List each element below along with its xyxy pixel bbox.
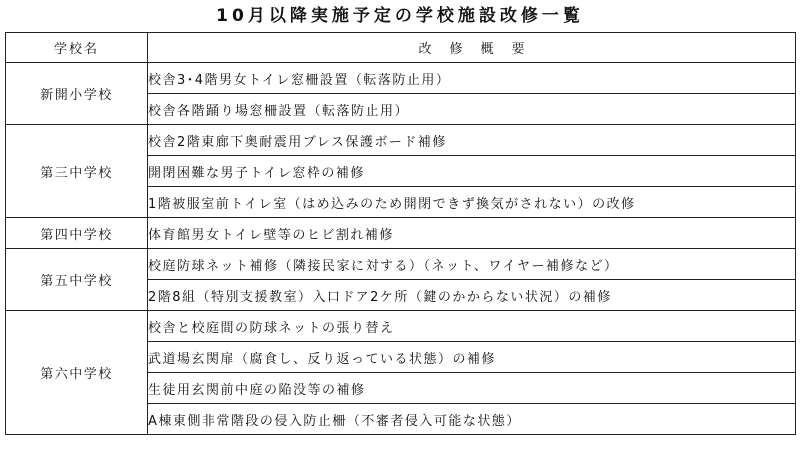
school-name-cell: 第三中学校	[6, 125, 148, 218]
table-row	[6, 218, 796, 249]
summary-cell: 生徒用玄関前中庭の陥没等の補修	[148, 373, 796, 404]
table-row	[6, 63, 796, 94]
school-name-cell: 第五中学校	[6, 249, 148, 311]
summary-cell: 1階被服室前トイレ室（はめ込みのため開閉できず換気がされない）の改修	[148, 187, 796, 218]
school-name-cell: 第六中学校	[6, 311, 148, 435]
school-name-cell: 第四中学校	[6, 218, 148, 249]
table-row	[6, 311, 796, 342]
summary-cell: 校庭防球ネット補修（隣接民家に対する）（ネット、ワイヤー補修など）	[148, 249, 796, 280]
summary-cell: 開閉困難な男子トイレ窓枠の補修	[148, 156, 796, 187]
school-name-cell: 新開小学校	[6, 63, 148, 125]
table-header-row	[6, 33, 796, 63]
header-summary: 改修概要	[148, 33, 796, 63]
summary-cell: 体育館男女トイレ壁等のヒビ割れ補修	[148, 218, 796, 249]
table-row	[6, 249, 796, 280]
summary-cell: A棟東側非常階段の侵入防止柵（不審者侵入可能な状態）	[148, 404, 796, 435]
header-school-name: 学校名	[6, 33, 148, 63]
renovation-table	[5, 32, 796, 435]
summary-cell: 武道場玄関扉（腐食し、反り返っている状態）の補修	[148, 342, 796, 373]
summary-cell: 校舎2階東廊下奥耐震用ブレス保護ボード補修	[148, 125, 796, 156]
summary-cell: 校舎各階踊り場窓柵設置（転落防止用）	[148, 94, 796, 125]
summary-cell: 校舎と校庭間の防球ネットの張り替え	[148, 311, 796, 342]
summary-cell: 校舎3･4階男女トイレ窓柵設置（転落防止用）	[148, 63, 796, 94]
page-title: 10月以降実施予定の学校施設改修一覧	[216, 6, 584, 26]
summary-cell: 2階8組（特別支援教室）入口ドア2ケ所（鍵のかからない状況）の補修	[148, 280, 796, 311]
table-row	[6, 125, 796, 156]
